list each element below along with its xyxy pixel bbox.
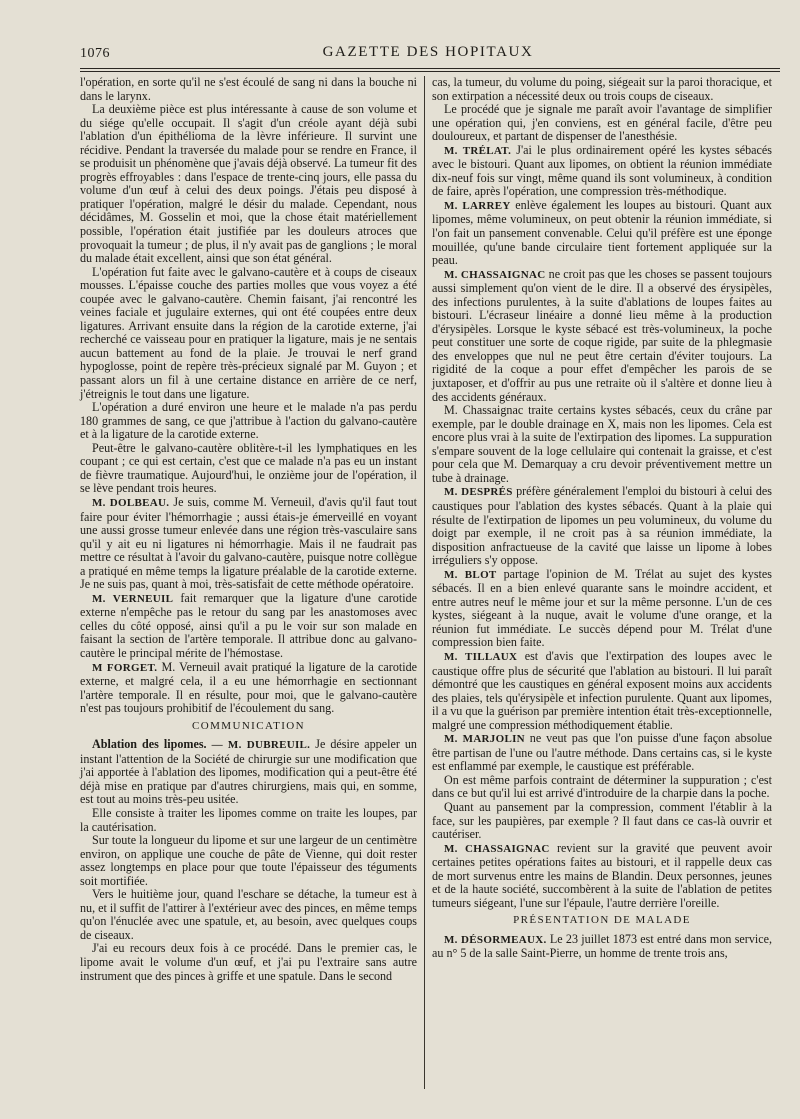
speaker-name: M. BLOT: [444, 568, 497, 581]
speaker-name: M. DÉSORMEAUX.: [444, 933, 547, 946]
paragraph: [80, 496, 417, 592]
right-column: [432, 76, 772, 961]
paragraph-text: préfère généralement l'emploi du bistouri à celui des caustiques pour l'ablation des kystes sébacés. Quant à la plaie qui résulte de l'extirpation de lipomes un peu volumineux, du volume du doigt par exemple, il ne croit pas à sa réunion immédiate, la disposition anfractueuse de la cavité que laisse un lipome à lobes irréguliers s'y oppose.: [432, 484, 772, 568]
paragraph-text: partage l'opinion de M. Trélat au sujet des kystes sébacés. Il en a bien enlevé quarante sans le moindre accident, et entre autres neuf le même jour et sur la même personne. L'un de ces kystes, siégeant à la nuque, avait le volume d'une orange, et la réunion fut immédiate. Le succès dépend pour M. Trélat d'une compression bien faite.: [432, 566, 772, 650]
paragraph-text: L'opération fut faite avec le galvano-cautère et à coups de ciseaux mousses. L'épaisse couche des parties molles que vous voyez a été coupée avec le galvano-cautère. Chemin faisant, j'ai rencontré les veines faciale et jugulaire externes, qui ont été coupées entre deux ligatures. Arrivant ensuite dans la région de la carotide externe, j'ai recherché ce vaisseau pour en pratiquer la ligature, mais je ne sentais aucun battement au fond de la plaie. Je trouvai le nerf grand hypoglosse, point de repère très-précieux signalé par M. Guyon ; et passant alors un fil à une certaine distance en arrière de ce nerf, j'étreignis le tout dans une ligature.: [80, 264, 417, 401]
paragraph-text: On est même parfois contraint de déterminer la suppuration ; c'est dans ce but qu'il lui est arrivé d'introduire de la charpie dans la poche.: [432, 772, 772, 801]
paragraph-text: Peut-être le galvano-cautère oblitère-t-il les lymphatiques en les coupant ; ce qui est certain, c'est que ce malade n'a pas eu un instant de fièvre traumatique. Aujourd'hui, le onzième jour de l'opération, il se lève pendant trois heures.: [80, 440, 417, 496]
section-heading: COMMUNICATION: [192, 719, 305, 732]
paragraph-text: Je suis, comme M. Verneuil, d'avis qu'il faut tout faire pour éviter l'hémorrhagie ; aussi étais-je émerveillé en voyant une aussi grosse tumeur enlevée dans une région très-vasculaire sans qu'il y ait eu ni ligatures ni hémorrhagie. Mais il ne faudrait pas mettre ce résultat à l'avoir du galvano-cautère, puisque notre collègue a pratiqué en même temps la ligature préalable de la carotide externe. Je ne suis pas, quant à moi, très-satisfait de cette méthode opératoire.: [80, 494, 417, 592]
paragraph: [432, 144, 772, 199]
journal-title: GAZETTE DES HOPITAUX: [322, 44, 534, 60]
paragraph-text: Elle consiste à traiter les lipomes comme on traite les loupes, par la cautérisation.: [80, 805, 417, 834]
page-number: 1076: [80, 46, 110, 61]
speaker-name: M. CHASSAIGNAC: [444, 268, 546, 281]
paragraph: [432, 268, 772, 404]
paragraph-text: enlève également les loupes au bistouri. Quant aux lipomes, même volumineux, on peut obtenir la réunion immédiate, si l'on fait un pansement convenable. Celui qu'il préfère est une éponge mouillée, qu'une bande circulaire tient fortement appliquée sur la peau.: [432, 197, 772, 268]
paragraph-text: ne croit pas que les choses se passent toujours aussi simplement qu'on vient de le dire. Il a observé des érysipèles, des infections purulentes, à la suite d'ablations de loupes faites au bistouri. L'écraseur linéaire a donné lieu même à la production d'érysipèles. Lorsque le kyste sébacé est très-volumineux, la poche peut constituer une sorte de coque rigide, par suite de la phlegmasie des enveloppes que nul ne peut être certain d'éviter toujours. La rigidité de la coque a pour effet d'empêcher les parois de se juxtaposer, et d'offrir au pus une retraite où il s'altère et donne lieu à des accidents généraux.: [432, 266, 772, 404]
paragraph: [80, 807, 417, 834]
paragraph: [432, 650, 772, 732]
paragraph: [80, 834, 417, 888]
paragraph-text: M. Verneuil avait pratiqué la ligature de la carotide externe, et malgré cela, il a eu une hémorrhagie en sectionnant l'artère temporale. Il en résulte, pour moi, que le galvano-cautère n'est pas toujours prohibitif de l'écoulement du sang.: [80, 659, 418, 716]
paragraph-text: ne veut pas que l'on puisse d'une façon absolue être partisan de l'une ou l'autre méthode. Dans certains cas, si le kyste est enflammé par exemple, le caustique est préférable.: [432, 731, 772, 774]
paragraph: [432, 568, 772, 650]
paragraph: [432, 933, 772, 961]
page-header: [80, 42, 776, 62]
paragraph: [432, 199, 772, 268]
paragraph-text: Je désire appeler un instant l'attention de la Société de chirurgie sur une modification que j'ai apportée à l'ablation des lipomes, modification qui a peut-être été déjà mise en pratique par d'autres chirurgiens, mais qui, en somme, est tout au moins très-peu usitée.: [80, 737, 417, 807]
paragraph-text: cas, la tumeur, du volume du poing, siégeait sur la paroi thoracique, et son extirpation a nécessité deux ou trois coups de ciseaux.: [432, 75, 772, 103]
paragraph-text: M. Chassaignac traite certains kystes sébacés, ceux du crâne par exemple, par le double drainage en X, mais non les lipomes. Cela est encore plus vrai à la suite de l'extirpation des lipomes. La suppuration s'empare souvent de la loge cellulaire qui contenait la graisse, et c'est pour cela que M. Demarquay a cru devoir préventivement mettre un tube à drainage.: [432, 403, 772, 485]
paragraph: [432, 485, 772, 567]
paragraph: [432, 103, 772, 144]
paragraph: [432, 76, 772, 103]
paragraph: [80, 592, 417, 661]
paragraph: [80, 103, 417, 266]
paragraph: [80, 401, 417, 442]
paragraph-text: Vers le huitième jour, quand l'eschare se détache, la tumeur est à nu, et il suffit de l'attirer à l'extérieur avec des pinces, en même temps qu'on l'énuclée avec une spatule, et, au besoin, avec quelques coups de ciseaux.: [80, 887, 417, 942]
speaker-name: M. CHASSAIGNAC: [444, 842, 550, 855]
paragraph: [80, 738, 417, 807]
paragraph: [432, 732, 772, 774]
paragraph: [432, 842, 772, 911]
paragraph: [80, 442, 417, 496]
paragraph: [80, 266, 417, 401]
speaker-name: M. TRÉLAT.: [444, 144, 512, 157]
paragraph-text: La deuxième pièce est plus intéressante à cause de son volume et du siége qu'elle occupait. Il s'agit d'un créole ayant déjà subi l'ablation d'un épithélioma de la lèvre inférieure. Il survint une récidive. Pendant la traversée du malade pour se rendre en France, il se produisit un phénomène que j'avais déjà observé. La tumeur fit des progrès effroyables : dans l'espace de trente-cinq jours, elle passa du volume d'un œuf à celui des deux poings. J'étais peu disposé à pratiquer l'opération, malgré le désir du malade. Cependant, nous décidâmes, M. Gosselin et moi, que la chose était matériellement possible, l'opération était justifiée par les douleurs atroces que provoquait la tumeur ; de plus, il n'y avait pas de ganglions ; le moral du malade était excellent, ainsi que son état général.: [80, 102, 417, 266]
paragraph: [432, 774, 772, 801]
paragraph-text: revient sur la gravité que peuvent avoir certaines petites opérations faites au bistouri, et il rappelle deux cas de mort survenus entre les mains de Blandin. Deux personnes, jeunes et de la haute société, succombèrent à la suite de l'ablation de petites tumeurs siégeant, l'une sur l'épaule, l'autre derrière l'oreille.: [432, 840, 772, 910]
paragraph: [432, 801, 772, 842]
paragraph: [80, 942, 417, 983]
paragraph: [80, 661, 417, 716]
speaker-name: M. DOLBEAU.: [92, 496, 170, 509]
paragraph-text: Le 23 juillet 1873 est entré dans mon service, au n° 5 de la salle Saint-Pierre, un homme de trente trois ans,: [432, 931, 772, 961]
paragraph-text: Quant au pansement par la compression, comment l'établir à la face, sur les paupières, par exemple ? Il faut dans ce cas-là ouvrir et cautériser.: [432, 799, 772, 842]
left-column: [80, 76, 417, 983]
speaker-name: M. TILLAUX: [444, 650, 518, 663]
paragraph-text: Le procédé que je signale me paraît avoir l'avantage de simplifier une opération qui, j'en conviens, est en général facile, d'être peu douloureux, et partant de dispenser de l'anesthésie.: [432, 102, 772, 144]
paragraph: [432, 404, 772, 485]
header-rule: [80, 68, 780, 72]
paragraph-text: est d'avis que l'extirpation des loupes avec le caustique offre plus de sécurité que l'ablation au bistouri. Il lui paraît démontré que les caustiques en général exposent moins aux accidents des plaies, tels qu'érysipèle et infection purulente. Quant aux lipomes, il a vu que la guérison par première intention était très-exceptionnelle, malgré une compression méthodiquement établie.: [432, 648, 773, 732]
paragraph-text: L'opération a duré environ une heure et le malade n'a pas perdu 180 grammes de sang, ce que j'attribue à l'action du galvano-cautère et à la ligature de la carotide externe.: [80, 400, 417, 442]
section-heading: PRÉSENTATION DE MALADE: [513, 914, 691, 927]
speaker-name: M. LARREY: [444, 199, 511, 212]
paragraph-text: l'opération, en sorte qu'il ne s'est écoulé de sang ni dans la bouche ni dans le larynx.: [80, 75, 417, 103]
speaker-name: — M. DUBREUIL.: [211, 739, 311, 752]
paragraph: [80, 888, 417, 942]
paragraph: [80, 76, 417, 103]
speaker-name: M FORGET.: [92, 661, 158, 674]
paragraph-text: J'ai le plus ordinairement opéré les kystes sébacés avec le bistouri. Quant aux lipomes, on obtient la réunion immédiate dix-neuf fois sur vingt, même quand ils sont volumineux, à condition de faire, après l'opération, une compression très-méthodique.: [432, 142, 772, 199]
speaker-name: M. MARJOLIN: [444, 733, 525, 746]
paragraph-text: J'ai eu recours deux fois à ce procédé. Dans le premier cas, le lipome avait le volume d'un œuf, et j'ai pu l'extraire sans autre instrument que des pinces à griffe et une spatule. Dans le second: [80, 941, 417, 983]
speaker-name: M. DESPRÉS: [444, 486, 513, 499]
paragraph-text: Sur toute la longueur du lipome et sur une largeur de un centimètre environ, on applique une couche de pâte de Vienne, qui doit rester assez longtemps en place pour que toute l'épaisseur des téguments soit mortifiée.: [80, 833, 417, 888]
speaker-name: M. VERNEUIL: [92, 592, 174, 605]
column-divider: [424, 76, 425, 1089]
paragraph-text: fait remarquer que la ligature d'une carotide externe n'empêche pas le retour du sang par les anastomoses avec celles du côté opposé, ainsi qu'il a pu le voir sur son malade en faisant la section de l'artère temporale. Il attribue donc au galvano-cautère le principal mérite de l'hémostase.: [80, 590, 417, 660]
rubric-title: Ablation des lipomes.: [92, 737, 207, 752]
